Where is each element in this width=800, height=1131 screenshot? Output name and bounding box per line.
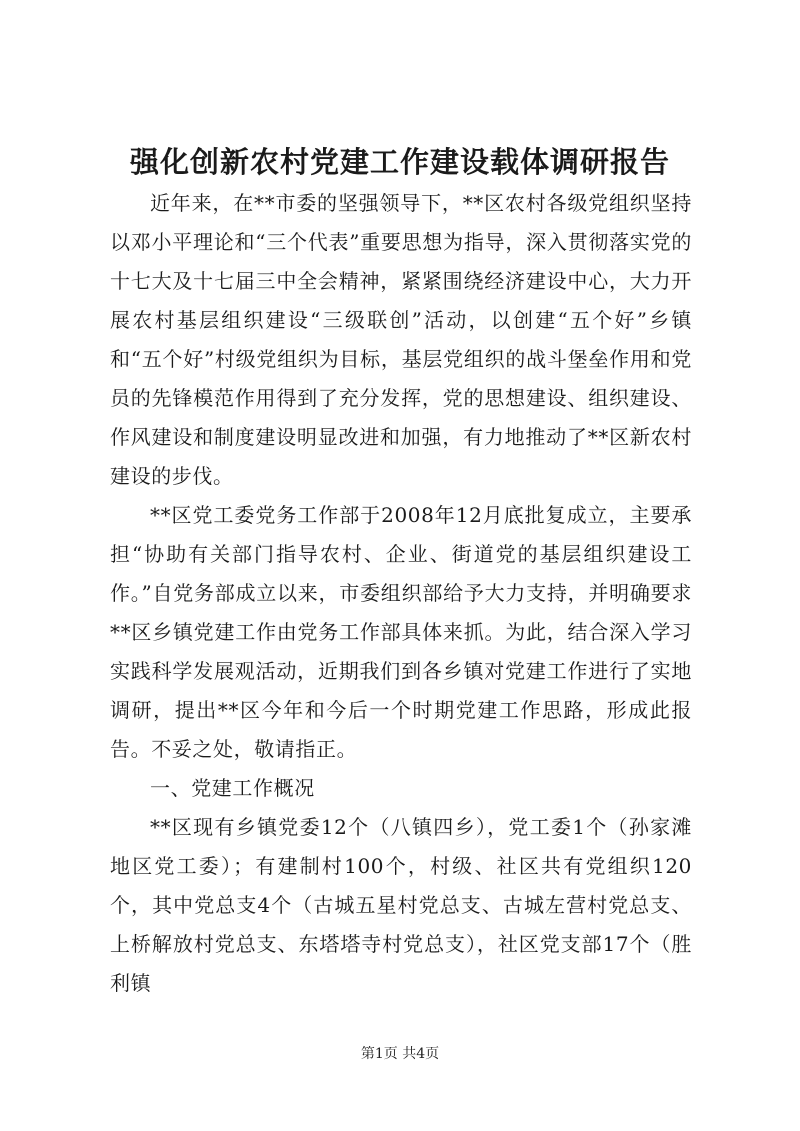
- paragraph-intro: 近年来，在**市委的坚强领导下，**区农村各级党组织坚持以邓小平理论和“三个代表”重要思想为指导，深入贯彻落实党的十七大及十七届三中全会精神，紧紧围绕经济建设中心，大力开展农村基层组织建设“三级联创”活动，以创建“五个好”乡镇和“五个好”村级党组织为目标，基层党组织的战斗堡垒作用和党员的先锋模范作用得到了充分发挥，党的思想建设、组织建设、作风建设和制度建设明显改进和加强，有力地推动了**区新农村建设的步伐。: [110, 191, 692, 488]
- page-number-footer: 第1页 共4页: [360, 1046, 440, 1062]
- paragraph-background: **区党工委党务工作部于2008年12月底批复成立，主要承担“协助有关部门指导农村、企业、街道党的基层组织建设工作。”自党务部成立以来，市委组织部给予大力支持，并明确要求**区乡镇党建工作由党务工作部具体来抓。为此，结合深入学习实践科学发展观活动，近期我们到各乡镇对党建工作进行了实地调研，提出**区今年和今后一个时期党建工作思路，形成此报告。不妥之处，敬请指正。: [110, 503, 692, 761]
- section-heading-overview: 一、党建工作概况: [150, 776, 315, 800]
- document-body: [110, 184, 692, 1003]
- paragraph-overview: **区现有乡镇党委12个（八镇四乡），党工委1个（孙家滩地区党工委）；有建制村100个，村级、社区共有党组织120个，其中党总支4个（古城五星村党总支、古城左营村党总支、上桥解放村党总支、东塔塔寺村党总支），社区党支部17个（胜利镇: [110, 815, 692, 995]
- document-title: 强化创新农村党建工作建设载体调研报告: [129, 145, 670, 179]
